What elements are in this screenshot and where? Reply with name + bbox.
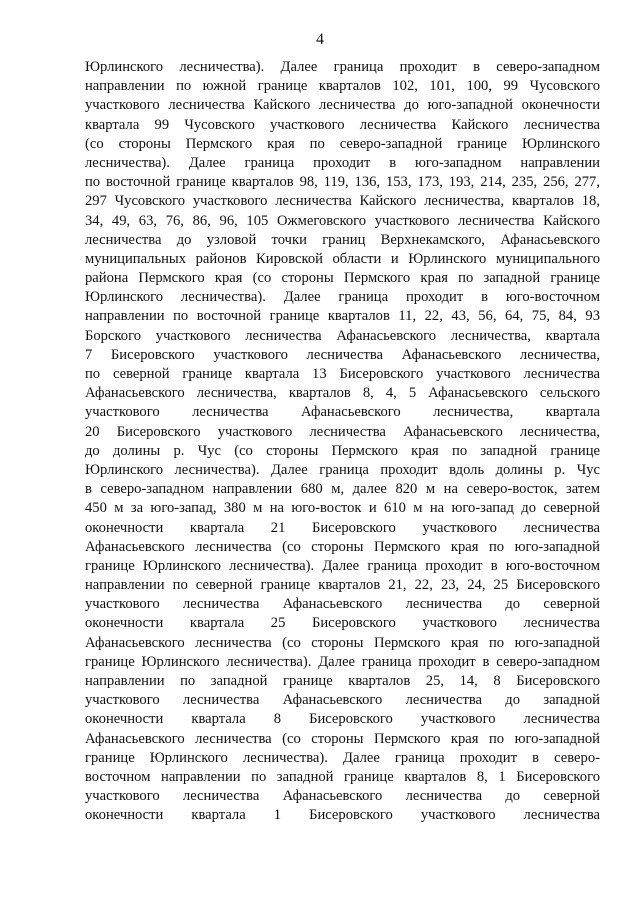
text-line: Юрлинского лесничества). Далее граница проходит в юго-восточном <box>85 289 600 306</box>
text-line: участкового лесничества Кайского лесничества до юго-западной оконечности <box>85 97 600 114</box>
text-line: Юрлинского лесничества). Далее граница проходит в северо-западном <box>85 59 600 75</box>
text-line: участкового лесничества Афанасьевского лесничества до северной <box>85 788 600 805</box>
text-line: муниципальных районов Кировской области и Юрлинского муниципального <box>85 250 600 267</box>
text-line: Афанасьевского лесничества, кварталов 8, 4, 5 Афанасьевского сельского <box>85 385 600 402</box>
text-line: направлении по северной границе кварталов 21, 22, 23, 24, 25 Бисеровского <box>85 577 600 594</box>
text-line: по северной границе квартала 13 Бисеровского участкового лесничества <box>85 366 600 382</box>
text-line: лесничества). Далее граница проходит в юго-западном направлении <box>85 154 600 171</box>
text-line: Афанасьевского лесничества (со стороны Пермского края по юго-западной <box>85 538 600 555</box>
text-line: оконечности квартала 21 Бисеровского участкового лесничества <box>85 519 600 536</box>
text-line: по восточной границе кварталов 98, 119, 136, 153, 173, 193, 214, 235, 256, 277, <box>85 174 600 191</box>
text-line: границе Юрлинского лесничества). Далее граница проходит в северо-западном <box>85 653 600 670</box>
text-line: Афанасьевского лесничества (со стороны Пермского края по юго-западной <box>85 634 600 651</box>
text-line: оконечности квартала 1 Бисеровского участкового лесничества <box>85 807 600 824</box>
text-line: лесничества до узловой точки границ Верхнекамского, Афанасьевского <box>85 231 600 248</box>
text-line: 450 м за юго-запад, 380 м на юго-восток и 610 м на юго-запад до северной <box>85 500 600 517</box>
text-line: квартала 99 Чусовского участкового лесничества Кайского лесничества <box>85 116 600 133</box>
text-line: границе Юрлинского лесничества). Далее граница проходит в юго-восточном <box>85 557 600 574</box>
text-line: направлении по восточной границе кварталов 11, 22, 43, 56, 64, 75, 84, 93 <box>85 308 600 325</box>
text-line: направлении по западной границе кварталов 25, 14, 8 Бисеровского <box>85 673 600 689</box>
text-line: Борского участкового лесничества Афанасьевского лесничества, квартала <box>85 327 600 344</box>
text-line: до долины р. Чус (со стороны Пермского края по западной границе <box>85 442 600 459</box>
text-line: участкового лесничества Афанасьевского лесничества, квартала <box>85 404 600 421</box>
text-line: восточном направлении по западной границе кварталов 8, 1 Бисеровского <box>85 768 600 785</box>
text-line: участкового лесничества Афанасьевского лесничества до северной <box>85 596 600 613</box>
text-line: направлении по южной границе кварталов 102, 101, 100, 99 Чусовского <box>85 78 600 95</box>
text-line: оконечности квартала 25 Бисеровского участкового лесничества <box>85 615 600 632</box>
text-line: 7 Бисеровского участкового лесничества Афанасьевского лесничества, <box>85 346 600 363</box>
text-line: (со стороны Пермского края по северо-западной границе Юрлинского <box>85 135 600 152</box>
text-line: Юрлинского лесничества). Далее граница проходит вдоль долины р. Чус <box>85 461 600 478</box>
text-line: 297 Чусовского участкового лесничества Кайского лесничества, кварталов 18, <box>85 193 600 210</box>
text-line: оконечности квартала 8 Бисеровского участкового лесничества <box>85 711 600 728</box>
page-number: 4 <box>316 31 324 48</box>
text-line: района Пермского края (со стороны Пермского края по западной границе <box>85 270 600 287</box>
body-text <box>85 58 600 826</box>
text-line: Афанасьевского лесничества (со стороны Пермского края по юго-западной <box>85 730 600 747</box>
text-line: границе Юрлинского лесничества). Далее граница проходит в северо- <box>85 749 600 766</box>
text-line: 20 Бисеровского участкового лесничества Афанасьевского лесничества, <box>85 423 600 440</box>
text-line: в северо-западном направлении 680 м, далее 820 м на северо-восток, затем <box>85 481 600 498</box>
text-line: участкового лесничества Афанасьевского лесничества до западной <box>85 692 600 709</box>
text-line: 34, 49, 63, 76, 86, 96, 105 Ожмеговского участкового лесничества Кайского <box>85 212 600 229</box>
